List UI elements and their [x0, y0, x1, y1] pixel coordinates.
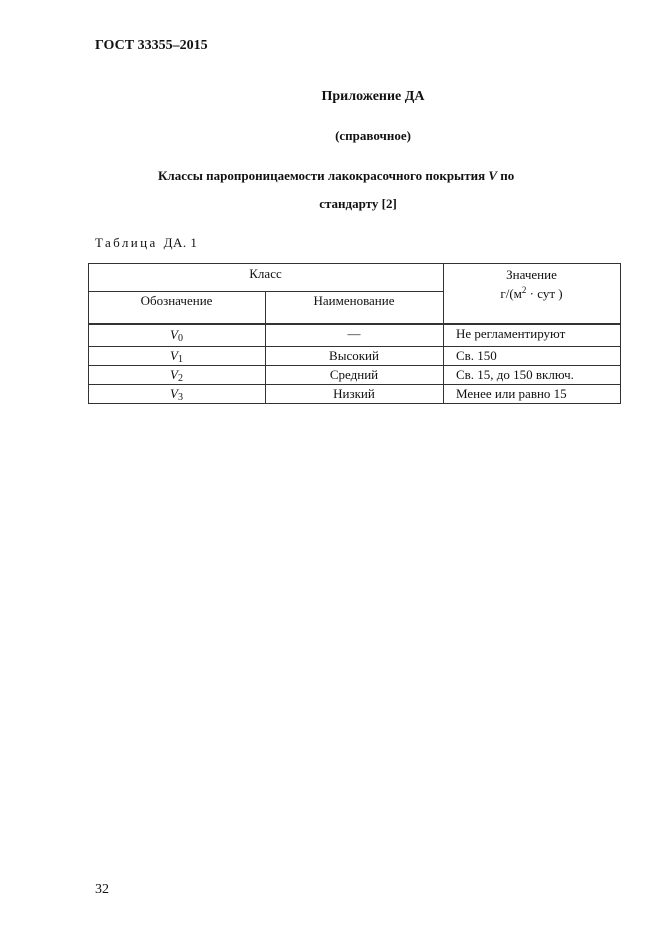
table-border-right [620, 263, 621, 404]
row-name: Низкий [333, 386, 375, 401]
heading-text: Классы паропроницаемости лакокрасочного покрытия [158, 168, 489, 183]
header-value-unit [443, 285, 620, 302]
table-rule-header [88, 323, 621, 325]
row-value: Менее или равно 15 [456, 386, 567, 401]
heading-text-end: по [497, 168, 515, 183]
document-code: ГОСТ 33355–2015 [95, 38, 208, 53]
table-caption-number: ДА. 1 [163, 235, 198, 250]
table-border-top [88, 263, 621, 264]
header-name: Наименование [313, 293, 395, 308]
row-symbol [88, 348, 265, 365]
unit-superscript: 2 [521, 285, 527, 295]
class-symbol: V [170, 348, 178, 363]
page-number: 32 [95, 882, 109, 897]
row-value: Не регламентируют [456, 326, 566, 341]
heading-variable: V [488, 168, 498, 183]
header-class: Класс [249, 266, 282, 281]
table-border-bottom [88, 403, 621, 404]
row-name: Высокий [329, 348, 379, 363]
row-name: Средний [329, 367, 379, 382]
row-name: — [347, 326, 361, 341]
class-index: 0 [177, 333, 183, 344]
class-symbol: V [170, 327, 178, 342]
table-caption [95, 235, 197, 251]
table-rule-row [88, 365, 621, 366]
class-symbol: V [170, 367, 178, 382]
header-designation: Обозначение [140, 293, 213, 308]
appendix-note: (справочное) [335, 128, 411, 143]
table-rule-row [88, 384, 621, 385]
class-symbol: V [170, 386, 178, 401]
appendix-heading-line2: стандарту [2] [319, 196, 397, 211]
appendix-title: Приложение ДА [321, 89, 425, 104]
appendix-heading-line1 [158, 168, 514, 184]
unit-text-end: · сут ) [526, 286, 563, 301]
row-symbol [88, 367, 265, 384]
classes-table [88, 263, 621, 404]
row-value: Св. 150 [456, 348, 497, 363]
class-index: 3 [177, 392, 183, 403]
class-index: 2 [177, 373, 183, 384]
unit-text: г/(м [500, 286, 522, 301]
class-index: 1 [177, 354, 183, 365]
table-rule-row [88, 346, 621, 347]
row-value: Св. 15, до 150 включ. [456, 367, 574, 382]
row-symbol [88, 386, 265, 403]
table-caption-word: Таблица [95, 235, 158, 250]
row-symbol [88, 327, 265, 344]
header-value: Значение [506, 267, 557, 282]
